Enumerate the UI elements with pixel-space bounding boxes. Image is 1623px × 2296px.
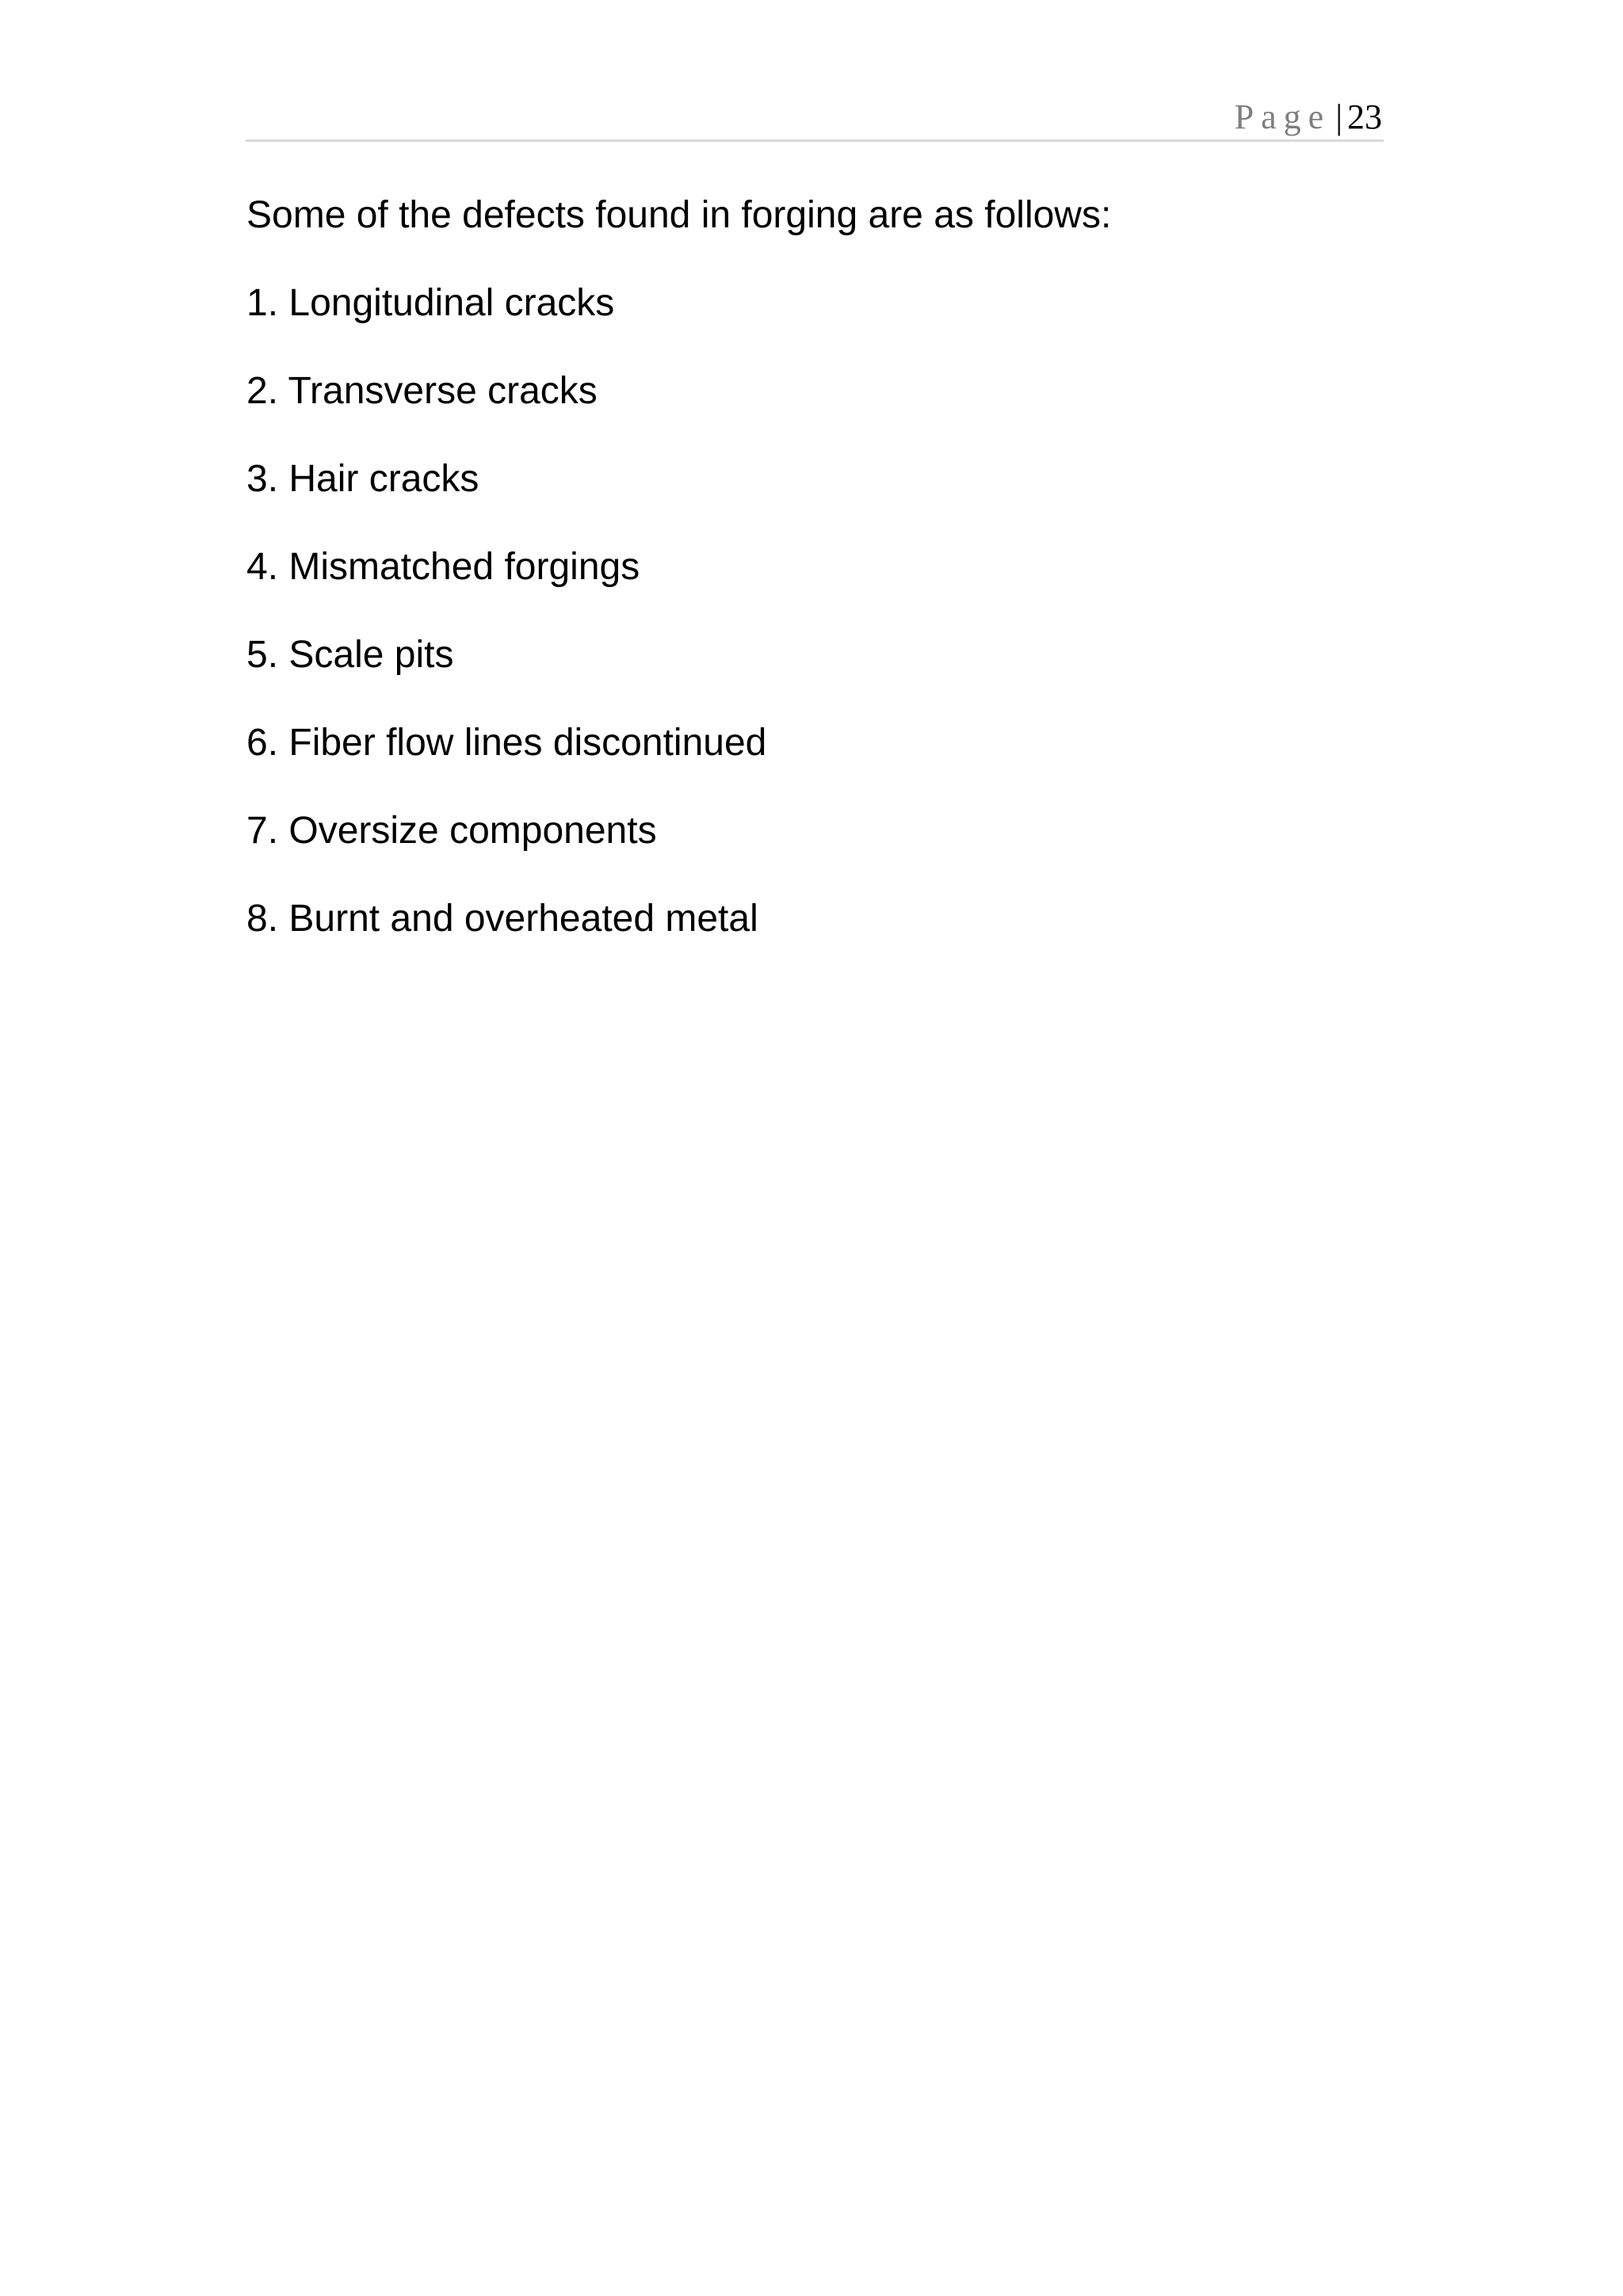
defect-item-burnt-overheated-metal: 8. Burnt and overheated metal (246, 898, 758, 940)
defect-item-transverse-cracks: 2. Transverse cracks (246, 370, 598, 412)
defect-item-fiber-flow-lines: 6. Fiber flow lines discontinued (246, 722, 767, 764)
defect-item-mismatched-forgings: 4. Mismatched forgings (246, 546, 640, 588)
intro-paragraph: Some of the defects found in forging are as follows: (246, 194, 1112, 236)
page-header (246, 93, 1384, 142)
defect-item-scale-pits: 5. Scale pits (246, 634, 454, 676)
page-number-label (1234, 97, 1382, 136)
defect-item-oversize-components: 7. Oversize components (246, 810, 657, 852)
page-content (246, 192, 1380, 983)
page-separator: | (1335, 97, 1342, 136)
page-word: Page (1234, 97, 1331, 136)
page-number: 23 (1347, 97, 1382, 136)
defect-item-hair-cracks: 3. Hair cracks (246, 458, 479, 500)
defect-list (246, 280, 1380, 983)
defect-item-longitudinal-cracks: 1. Longitudinal cracks (246, 282, 615, 324)
